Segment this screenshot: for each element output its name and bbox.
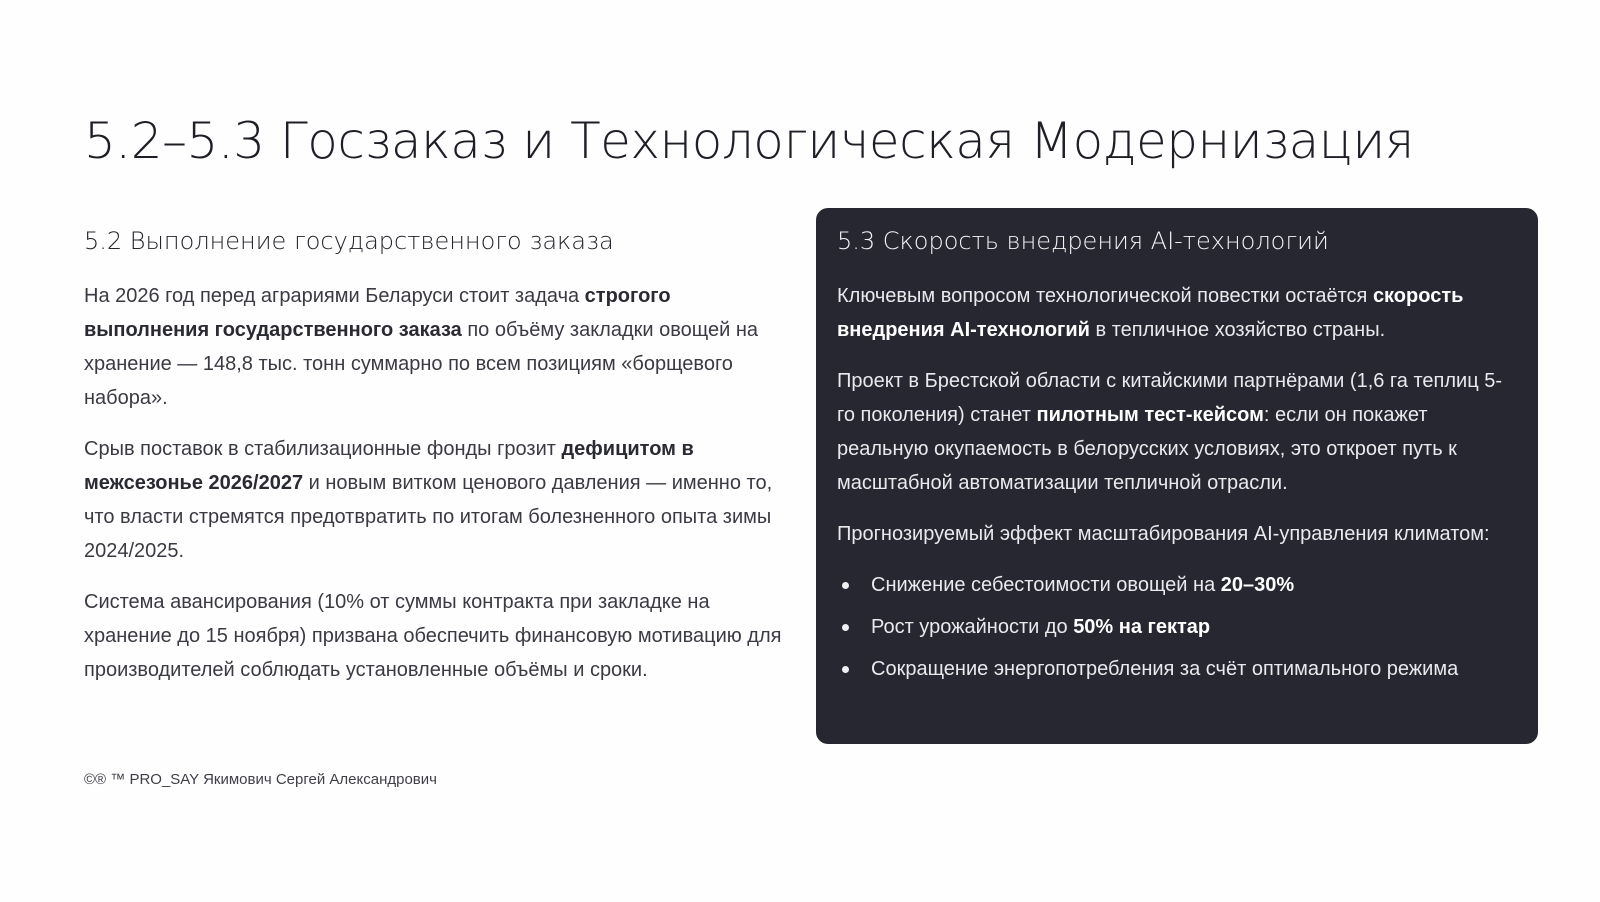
- list-item: [837, 610, 1516, 644]
- bold-run: скорость внедрения AI-технологий: [837, 285, 1464, 341]
- text-run: и новым витком ценового давления — именно то, что власти стремятся предотвратить по итогам болезненного опыта зимы 2024/2025.: [84, 472, 773, 562]
- list-item: [837, 652, 1516, 686]
- text-run: в тепличное хозяйство страны.: [1089, 319, 1386, 341]
- text-run: Проект в Брестской области с китайскими партнёрами (1,6 га теплиц 5-го поколения) станет: [837, 370, 1502, 426]
- text-run: Сокращение энергопотребления за счёт оптимального режима: [871, 658, 1459, 680]
- footer-copyright: ©® ™ PRO_SAY Якимович Сергей Александрович: [84, 771, 437, 788]
- bullet-icon: [842, 624, 849, 631]
- bold-run: пилотным тест-кейсом: [1036, 404, 1264, 426]
- bullet-icon: [842, 582, 849, 589]
- state-order-paragraph-2: [84, 432, 784, 568]
- bullet-icon: [842, 666, 849, 673]
- text-run: по объёму закладки овощей на хранение — 148,8 тыс. тонн суммарно по всем позициям «борщевого набора».: [84, 319, 759, 409]
- text-run: На 2026 год перед аграриями Беларуси стоит задача: [84, 285, 585, 307]
- bold-run: 20–30%: [1220, 574, 1295, 596]
- page-title: 5.2–5.3 Госзаказ и Технологическая Модернизация: [84, 112, 1414, 170]
- text-run: Снижение себестоимости овощей на: [871, 574, 1221, 596]
- list-item: [837, 568, 1516, 602]
- text-run: Ключевым вопросом технологической повестки остаётся: [837, 285, 1373, 307]
- effects-list: [837, 568, 1516, 686]
- state-order-paragraph-1: [84, 279, 784, 415]
- ai-technology-card: [816, 208, 1538, 744]
- text-run: Срыв поставок в стабилизационные фонды грозит: [84, 438, 562, 460]
- section-heading-ai-tech: 5.3 Скорость внедрения AI-технологий: [837, 227, 1329, 255]
- text-run: Рост урожайности до: [871, 616, 1074, 638]
- state-order-paragraph-3: Система авансирования (10% от суммы контракта при закладке на хранение до 15 ноября) призвана обеспечить финансовую мотивацию для производителей соблюдать установленные объёмы и сроки.: [84, 591, 782, 681]
- bold-run: 50% на гектар: [1073, 616, 1211, 638]
- ai-paragraph-3: Прогнозируемый эффект масштабирования AI-управления климатом:: [837, 523, 1490, 545]
- bold-run: строгого выполнения государственного заказа: [84, 285, 671, 341]
- text-run: : если он покажет реальную окупаемость в белорусских условиях, это откроет путь к масштабной автоматизации тепличной отрасли.: [837, 404, 1457, 494]
- section-state-order: [84, 224, 784, 704]
- ai-paragraph-1: [837, 279, 1516, 347]
- ai-paragraph-2: [837, 364, 1516, 500]
- section-heading-state-order: 5.2 Выполнение государственного заказа: [84, 227, 614, 255]
- bold-run: дефицитом в межсезонье 2026/2027: [84, 438, 694, 494]
